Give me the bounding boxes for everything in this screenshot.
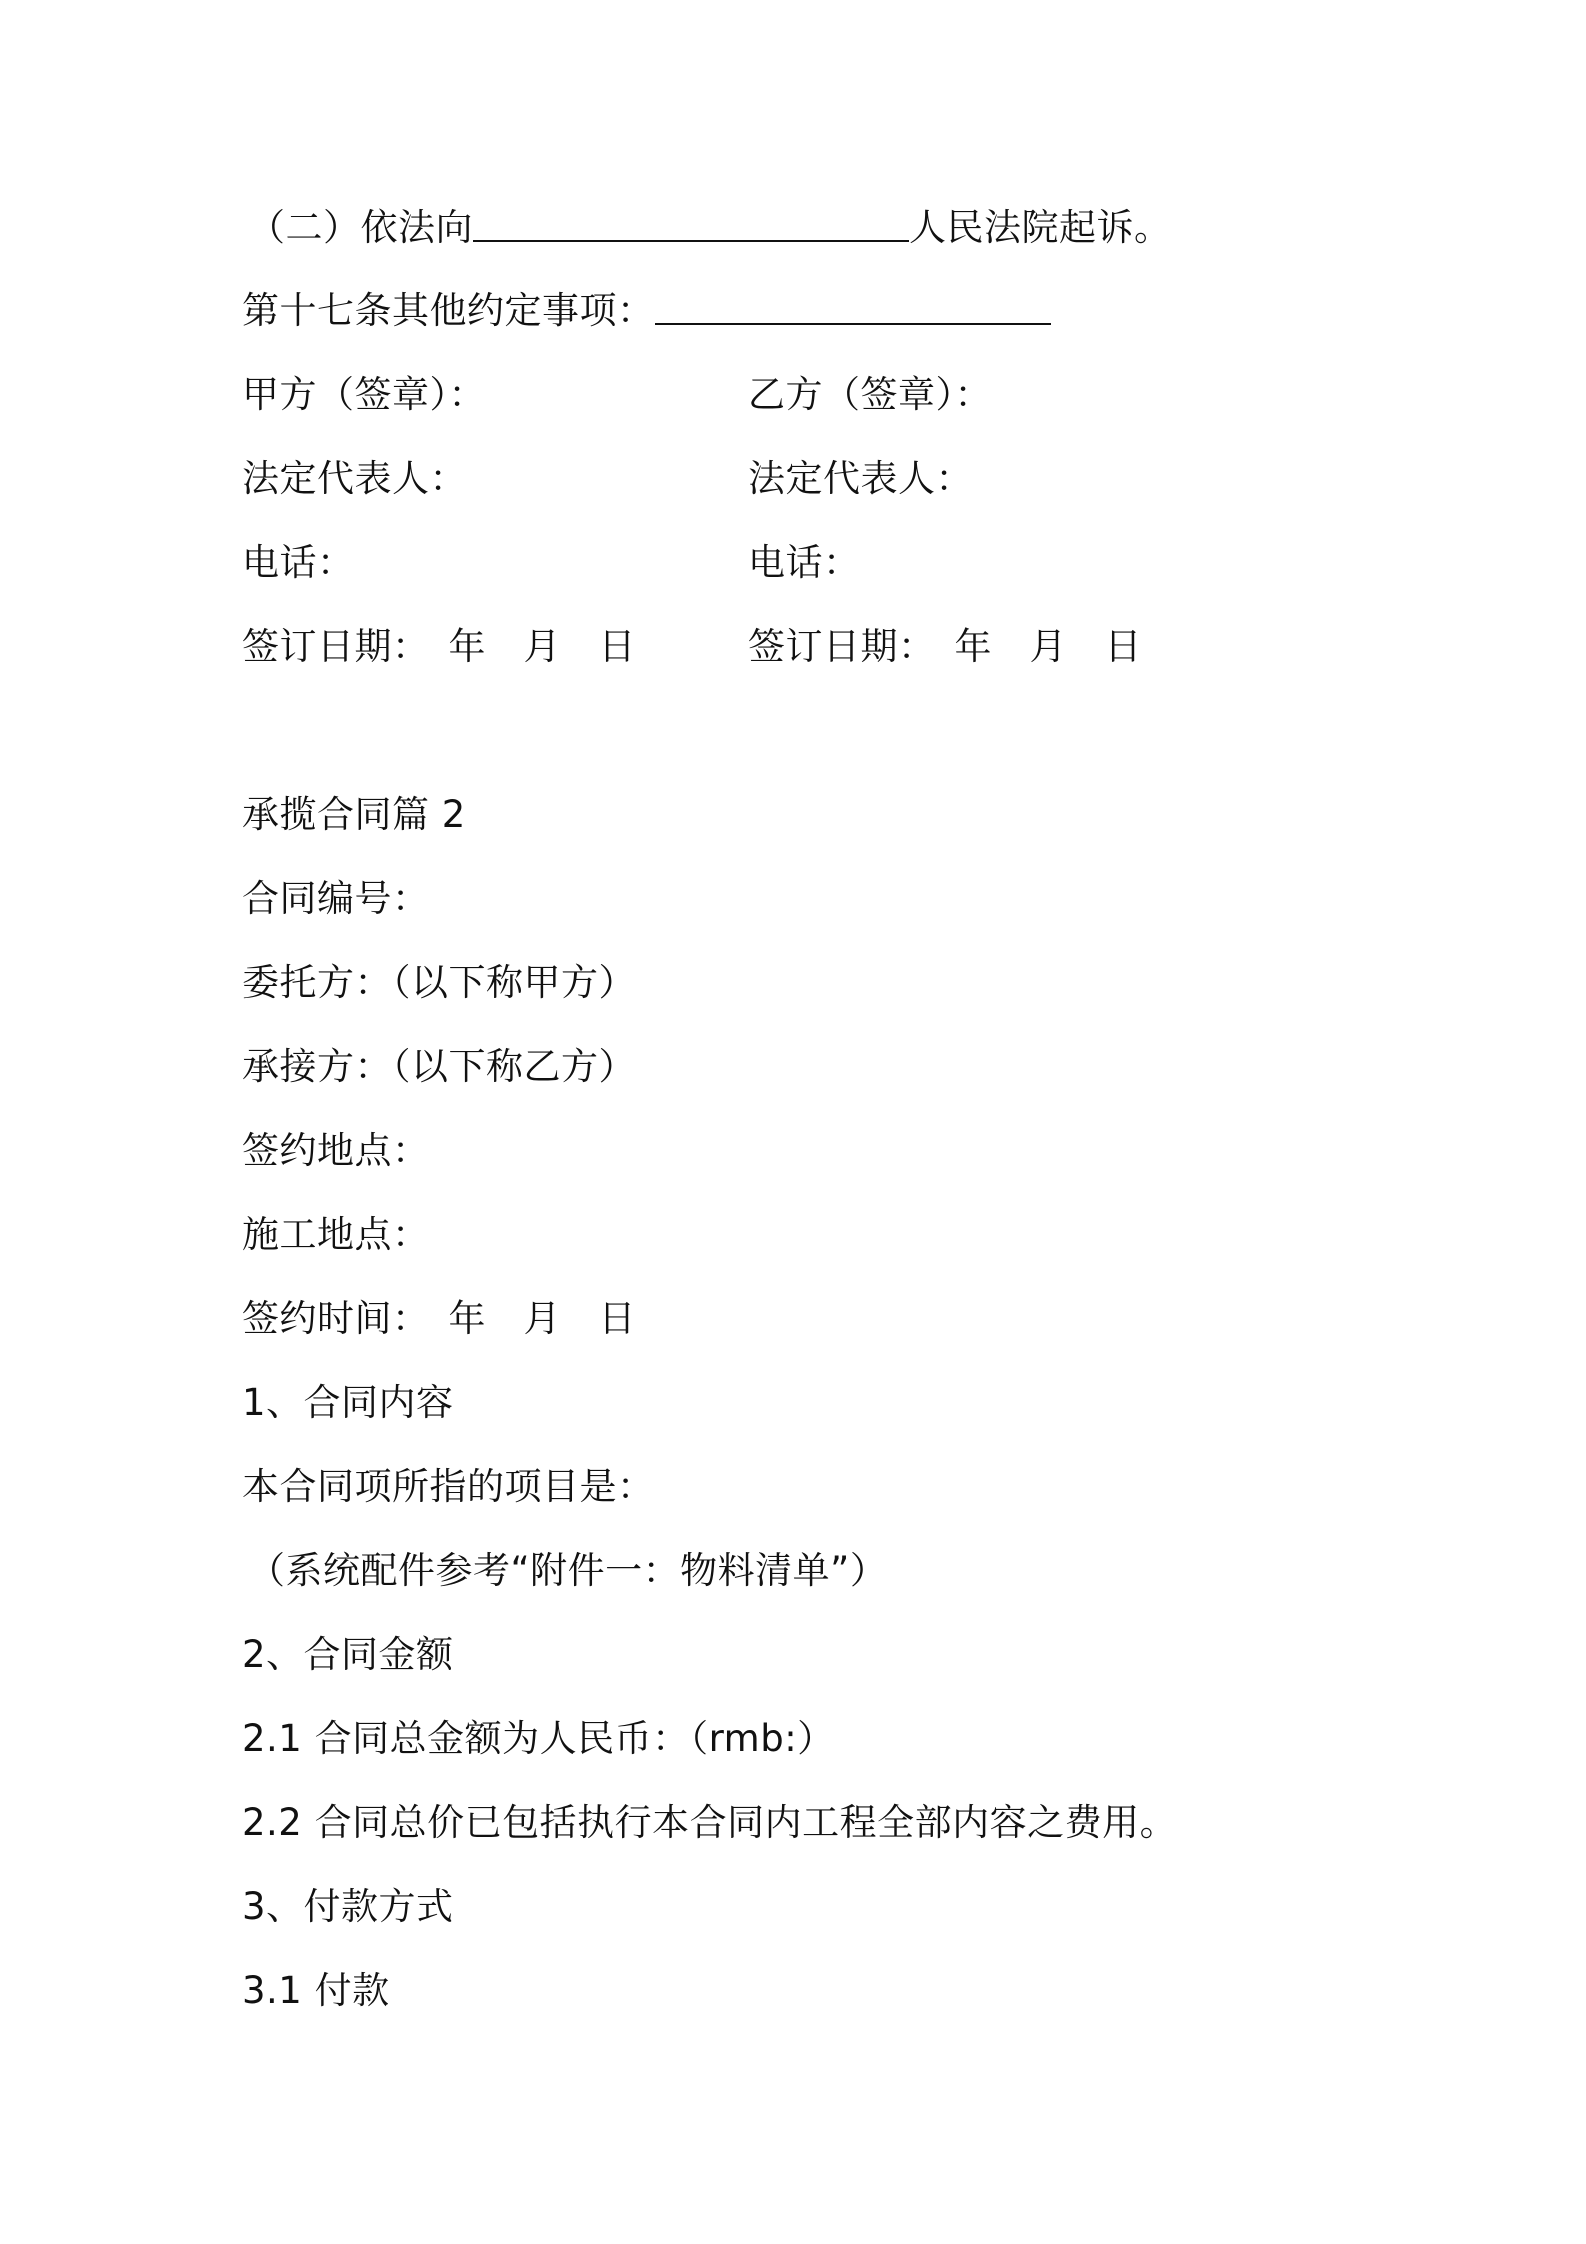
party-b-signature: 乙方（签章）： [748,373,992,416]
article-17-label: 第十七条其他约定事项： [242,289,655,332]
court-clause-line [248,203,1172,253]
court-clause-suffix: 人民法院起诉。 [909,206,1172,249]
signing-place: 签约地点： [242,1129,430,1172]
contractor-party: 承接方：（以下称乙方） [242,1045,636,1088]
other-matters-blank [655,289,1051,325]
article-17-line [242,286,1051,336]
clause-2-heading: 2、合同金额 [242,1633,454,1676]
signing-time: 签约时间： 年 月 日 [242,1297,636,1340]
clause-2-1: 2.1 合同总金额为人民币：（rmb:） [242,1717,835,1760]
clause-1-heading: 1、合同内容 [242,1381,454,1424]
court-clause-prefix: （二）依法向 [248,206,473,249]
contract-number: 合同编号： [242,877,430,920]
clause-1-text: 本合同项所指的项目是： [242,1465,655,1508]
party-b-phone: 电话： [748,541,861,584]
client-party: 委托方：（以下称甲方） [242,961,636,1004]
party-a-representative: 法定代表人： [242,457,467,500]
work-place: 施工地点： [242,1213,430,1256]
party-b-sign-date: 签订日期： 年 月 日 [748,625,1142,668]
party-a-sign-date: 签订日期： 年 月 日 [242,625,636,668]
clause-1-note: （系统配件参考“附件一：物料清单”） [248,1549,888,1592]
party-a-phone: 电话： [242,541,355,584]
section-title: 承揽合同篇 2 [242,793,466,836]
clause-2-2: 2.2 合同总价已包括执行本合同内工程全部内容之费用。 [242,1801,1178,1844]
party-a-signature: 甲方（签章）： [242,373,486,416]
court-name-blank [473,206,909,242]
clause-3-heading: 3、付款方式 [242,1885,454,1928]
clause-3-1: 3.1 付款 [242,1969,390,2012]
party-b-representative: 法定代表人： [748,457,973,500]
